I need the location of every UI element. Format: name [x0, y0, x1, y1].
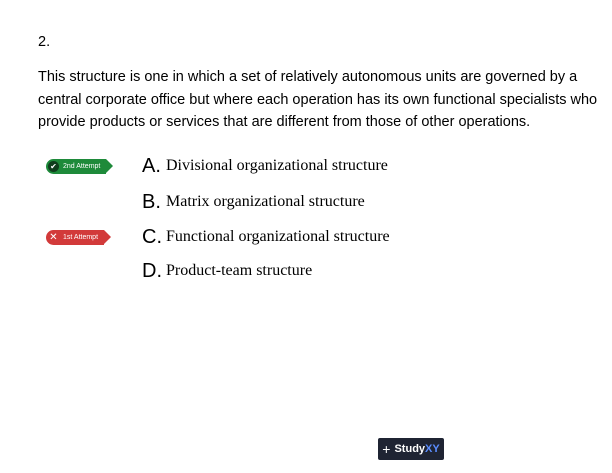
badge-label: 1st Attempt: [63, 234, 99, 241]
badge-label: 2nd Attempt: [63, 163, 101, 170]
option-text: Matrix organizational structure: [166, 193, 365, 210]
option-letter: B.: [142, 190, 161, 213]
check-icon: ✔: [48, 161, 59, 172]
option-text: Functional organizational structure: [166, 228, 390, 245]
badge-slot: [38, 192, 142, 212]
question-text: This structure is one in which a set of relatively autonomous units are governed by a central corporate office but where each operation has its own functional specialists who provide products or services that are different from those of other operations.: [38, 69, 598, 130]
attempt-badge-wrong: [46, 230, 104, 245]
badge-slot: [38, 156, 142, 176]
option-d[interactable]: [38, 259, 312, 283]
x-icon: ✕: [49, 231, 58, 243]
option-b[interactable]: [38, 190, 365, 214]
option-a[interactable]: [38, 154, 388, 178]
question-number: 2.: [38, 34, 51, 50]
option-letter: C.: [142, 225, 162, 248]
option-c[interactable]: [38, 225, 390, 249]
option-letter: D.: [142, 259, 162, 282]
option-text: Product-team structure: [166, 262, 313, 279]
option-letter: A.: [142, 154, 161, 177]
badge-slot: [38, 227, 142, 247]
option-text: Divisional organizational structure: [166, 157, 388, 174]
studyxy-logo: [378, 438, 444, 460]
logo-name: Study: [394, 443, 426, 455]
badge-slot: [38, 261, 142, 281]
attempt-badge-correct: [46, 159, 106, 174]
logo-accent: XY: [425, 443, 440, 455]
plus-icon: +: [382, 441, 391, 457]
